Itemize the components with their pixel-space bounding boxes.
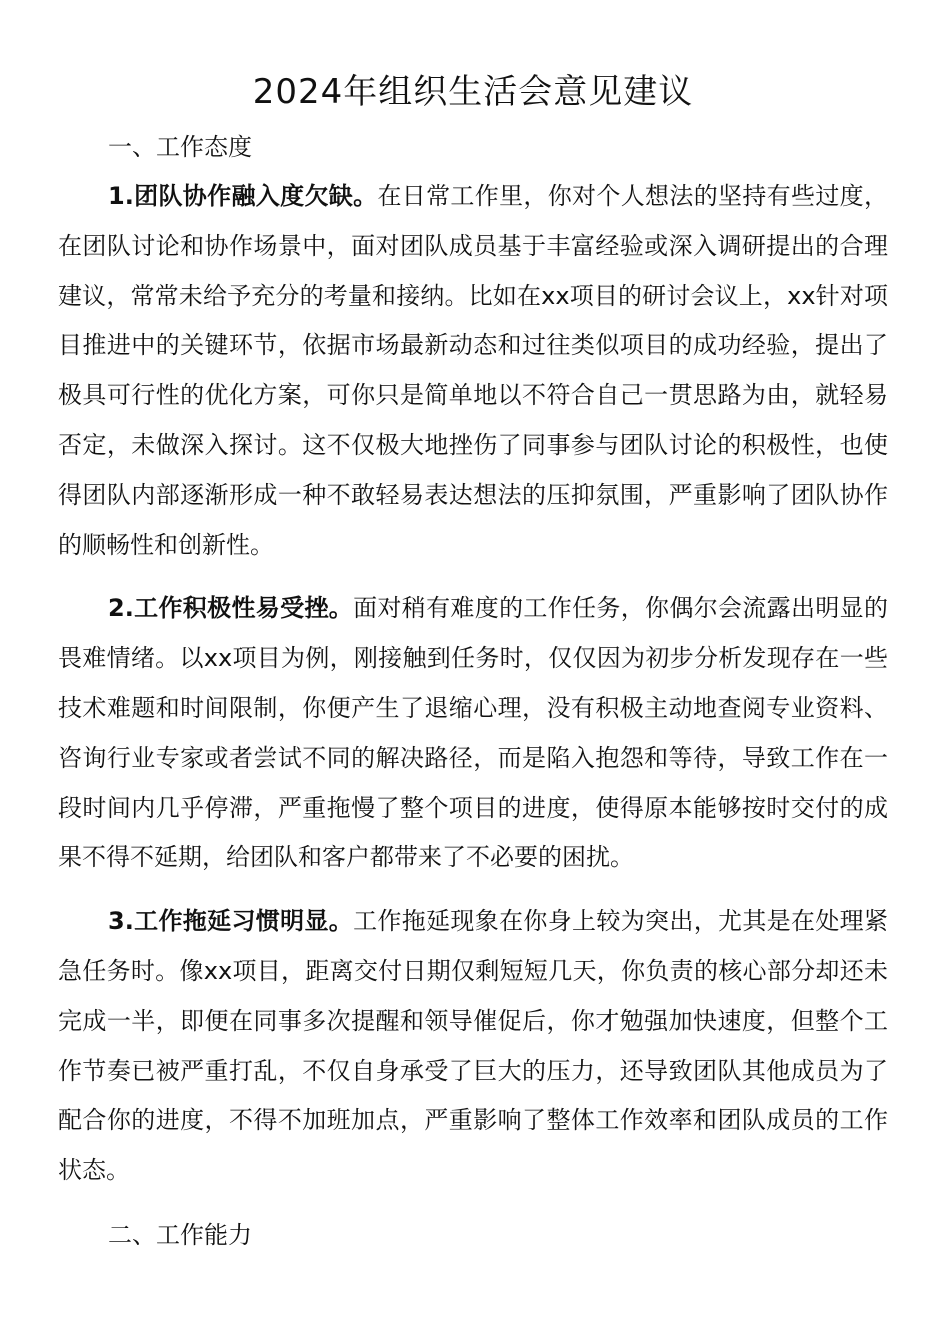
- item-lead: 1.团队协作融入度欠缺。: [108, 182, 378, 210]
- item-lead: 2.工作积极性易受挫。: [108, 594, 354, 623]
- item-body: 面对稍有难度的工作任务，你偶尔会流露出明显的畏难情绪。以xx项目为例，刚接触到任务时，仅仅因为初步分析发现存在一些技术难题和时间限制，你便产生了退缩心理，没有积极主动地查阅专业资料、咨询行业专家或者尝试不同的解决路径，而是陷入抱怨和等待，导致工作在一段时间内几乎停滞，严重拖慢了整个项目的进度，使得原本能够按时交付的成果不得不延期，给团队和客户都带来了不必要的困扰。: [58, 594, 888, 872]
- section-heading-attitude: 一、工作态度: [108, 133, 252, 161]
- document-title: 2024年组织生活会意见建议: [252, 72, 694, 112]
- document-page: [58, 70, 888, 1260]
- section-heading-ability: 二、工作能力: [108, 1220, 252, 1249]
- paragraph-item-3: [58, 897, 888, 1196]
- paragraph-item-1: [58, 172, 888, 570]
- item-body: 工作拖延现象在你身上较为突出，尤其是在处理紧急任务时。像xx项目，距离交付日期仅剩短短几天，你负责的核心部分却还未完成一半，即便在同事多次提醒和领导催促后，你才勉强加快速度，但整个工作节奏已被严重打乱，不仅自身承受了巨大的压力，还导致团队其他成员为了配合你的进度，不得不加班加点，严重影响了整体工作效率和团队成员的工作状态。: [58, 907, 888, 1185]
- item-body: 在日常工作里，你对个人想法的坚持有些过度，在团队讨论和协作场景中，面对团队成员基于丰富经验或深入调研提出的合理建议，常常未给予充分的考量和接纳。比如在xx项目的研讨会议上，xx针对项目推进中的关键环节，依据市场最新动态和过往类似项目的成功经验，提出了极具可行性的优化方案，可你只是简单地以不符合自己一贯思路为由，就轻易否定，未做深入探讨。这不仅极大地挫伤了同事参与团队讨论的积极性，也使得团队内部逐渐形成一种不敢轻易表达想法的压抑氛围，严重影响了团队协作的顺畅性和创新性。: [58, 182, 888, 559]
- item-lead: 3.工作拖延习惯明显。: [108, 907, 354, 936]
- paragraph-item-2: [58, 584, 888, 883]
